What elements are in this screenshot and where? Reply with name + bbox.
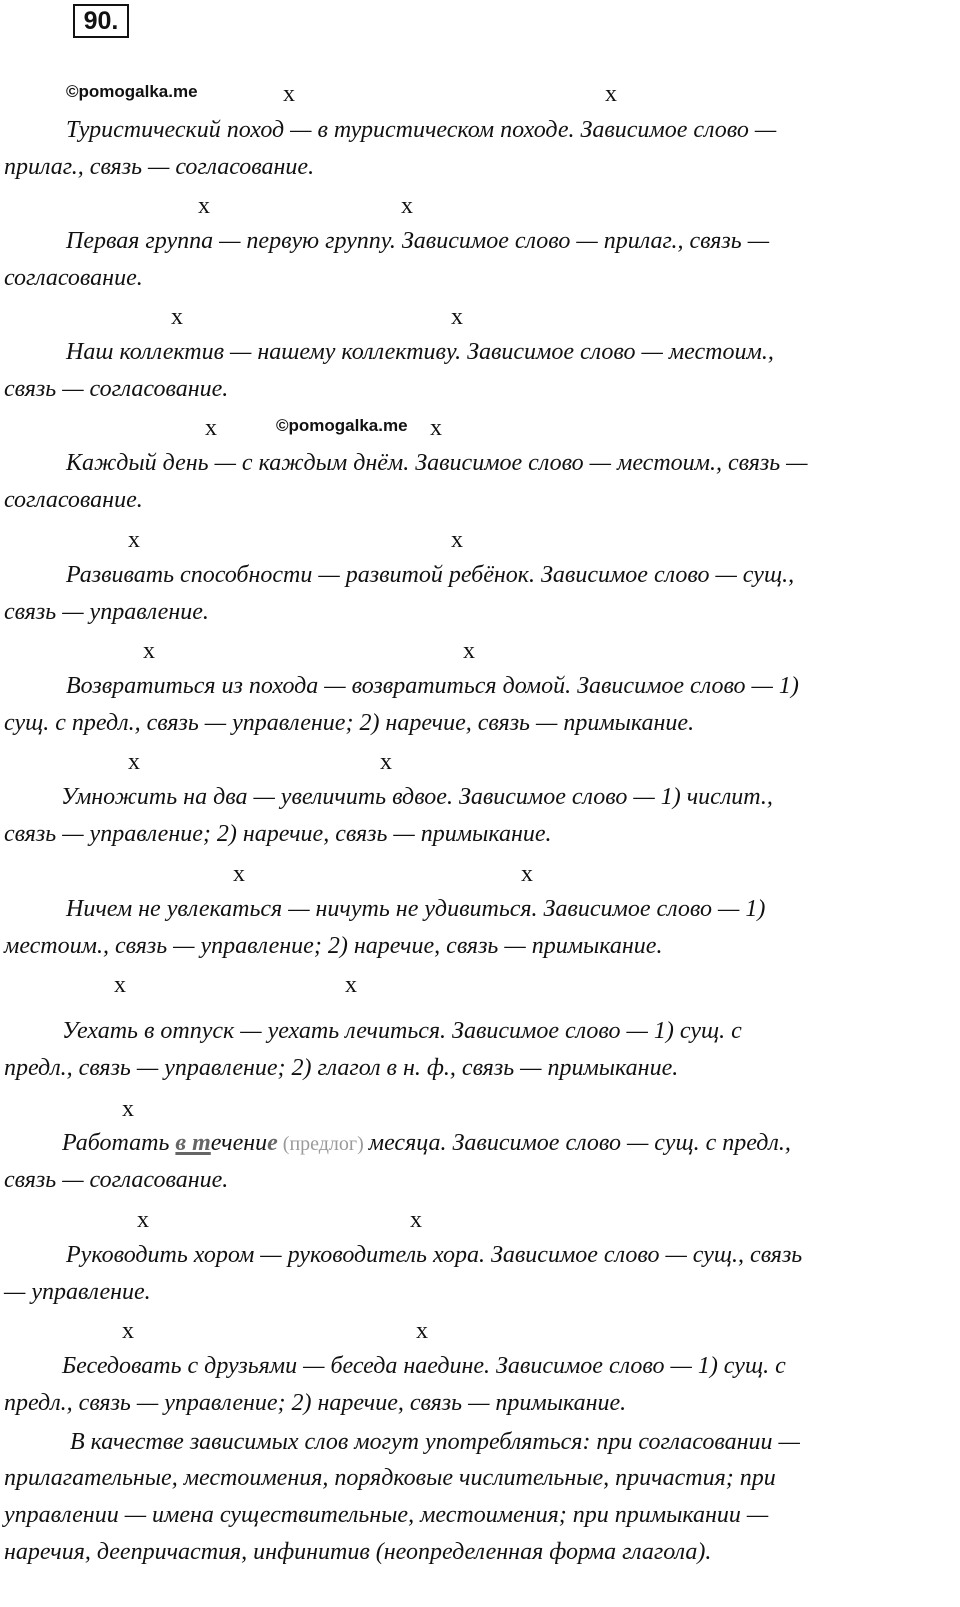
item-line: Уехать в отпуск — уехать лечиться. Зависимое слово — 1) сущ. с <box>62 1018 742 1044</box>
item-line <box>62 1128 791 1159</box>
item-line: связь — согласование. <box>4 376 229 402</box>
marker-x: x <box>345 972 357 998</box>
marker-x: x <box>451 304 463 330</box>
exercise-number: 90. <box>73 4 129 38</box>
item-line: предл., связь — управление; 2) наречие, связь — примыкание. <box>4 1390 627 1416</box>
text-fragment: ечени <box>210 1130 268 1156</box>
item-line: местоим., связь — управление; 2) наречие, связь — примыкание. <box>4 933 663 959</box>
item-line: связь — управление; 2) наречие, связь — примыкание. <box>4 821 552 847</box>
marker-x: x <box>198 193 210 219</box>
item-line: Развивать способности — развитой ребёнок. Зависимое слово — сущ., <box>66 562 795 588</box>
item-line: Туристический поход — в туристическом походе. Зависимое слово — <box>66 117 777 143</box>
conclusion-line: наречия, деепричастия, инфинитив (неопределенная форма глагола). <box>4 1539 712 1565</box>
marker-x: x <box>128 749 140 775</box>
marker-x: x <box>122 1318 134 1344</box>
marker-x: x <box>401 193 413 219</box>
item-line: связь — согласование. <box>4 1167 229 1193</box>
conclusion-line: управлении — имена существительные, местоимения; при примыкании — <box>4 1502 769 1528</box>
item-line: — управление. <box>4 1279 151 1305</box>
item-line: прилаг., связь — согласование. <box>4 154 315 180</box>
item-line: Первая группа — первую группу. Зависимое слово — прилаг., связь — <box>66 228 770 254</box>
item-line: предл., связь — управление; 2) глагол в н. ф., связь — примыкание. <box>4 1055 679 1081</box>
text-fragment: месяца. Зависимое слово — сущ. с предл., <box>368 1130 791 1156</box>
conclusion-line: прилагательные, местоимения, порядковые числительные, причастия; при <box>4 1465 776 1491</box>
marker-x: x <box>143 638 155 664</box>
marker-x: x <box>430 415 442 441</box>
marker-x: x <box>451 527 463 553</box>
marker-x: x <box>410 1207 422 1233</box>
item-line: связь — управление. <box>4 599 209 625</box>
underlined-fragment: в т <box>175 1130 211 1156</box>
text-fragment: Работать <box>62 1130 176 1156</box>
item-line: согласование. <box>4 265 143 291</box>
item-line: согласование. <box>4 487 143 513</box>
marker-x: x <box>171 304 183 330</box>
marker-x: x <box>128 527 140 553</box>
highlighted-letter: е <box>267 1130 278 1156</box>
marker-x: x <box>114 972 126 998</box>
item-line: Каждый день — с каждым днём. Зависимое слово — местоим., связь — <box>66 450 808 476</box>
marker-x: x <box>283 81 295 107</box>
item-line: Наш коллектив — нашему коллективу. Зависимое слово — местоим., <box>66 339 774 365</box>
part-of-speech-note: (предлог) <box>277 1133 369 1155</box>
marker-x: x <box>605 81 617 107</box>
marker-x: x <box>233 861 245 887</box>
marker-x: x <box>137 1207 149 1233</box>
marker-x: x <box>416 1318 428 1344</box>
marker-x: x <box>205 415 217 441</box>
item-line: Ничем не увлекаться — ничуть не удивиться. Зависимое слово — 1) <box>66 896 766 922</box>
item-line: Руководить хором — руководитель хора. Зависимое слово — сущ., связь <box>66 1242 803 1268</box>
marker-x: x <box>463 638 475 664</box>
item-line: Умножить на два — увеличить вдвое. Зависимое слово — 1) числит., <box>61 784 773 810</box>
conclusion-line: В качестве зависимых слов могут употребляться: при согласовании — <box>70 1429 800 1455</box>
item-line: Возвратиться из похода — возвратиться домой. Зависимое слово — 1) <box>66 673 799 699</box>
marker-x: x <box>521 861 533 887</box>
watermark: ©pomogalka.me <box>276 416 408 435</box>
item-line: сущ. с предл., связь — управление; 2) наречие, связь — примыкание. <box>4 710 695 736</box>
marker-x: x <box>380 749 392 775</box>
watermark: ©pomogalka.me <box>66 82 198 101</box>
marker-x: x <box>122 1096 134 1122</box>
item-line: Беседовать с друзьями — беседа наедине. Зависимое слово — 1) сущ. с <box>62 1353 786 1379</box>
